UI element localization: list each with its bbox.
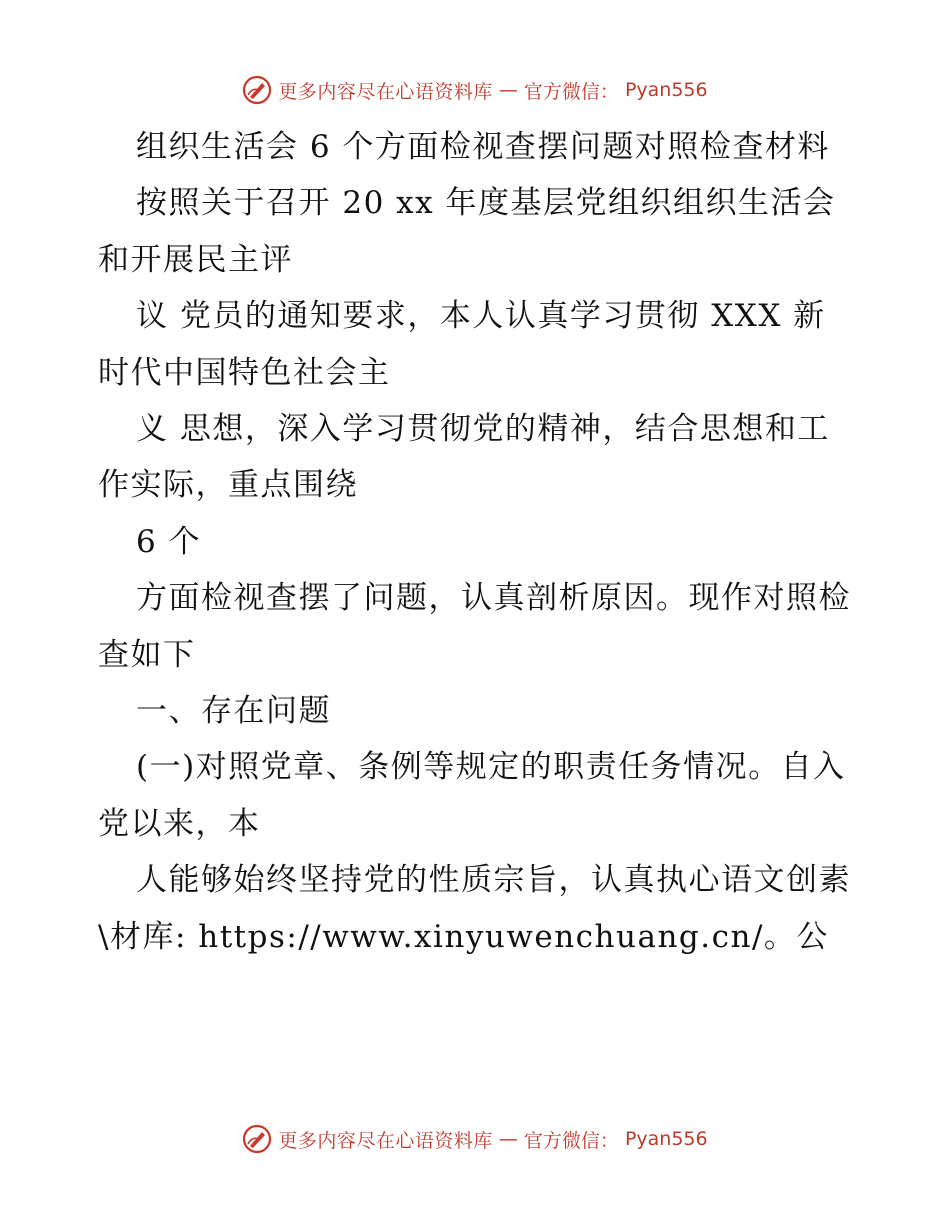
watermark-brand: 更多内容尽在心语资料库 — [278, 80, 493, 103]
doc-paragraph: 方面检视查摆了问题，认真剖析原因。现作对照检查如下 — [98, 580, 851, 673]
pen-logo-icon — [242, 1124, 272, 1154]
document-body — [98, 119, 858, 965]
watermark-contact-id: Pyan556 — [624, 1128, 708, 1150]
watermark-dash: — — [498, 1128, 518, 1150]
watermark-header — [0, 70, 950, 110]
doc-paragraph: 按照关于召开 20 xx 年度基层党组织组织生活会和开展民主评 — [98, 185, 836, 278]
watermark-contact-label: 官方微信： — [523, 80, 619, 103]
doc-paragraph: 6 个 — [136, 523, 202, 560]
pen-logo-icon — [242, 75, 272, 105]
watermark-footer — [0, 1119, 950, 1159]
doc-paragraph: 议 党员的通知要求，本人认真学习贯彻 XXX 新时代中国特色社会主 — [98, 298, 826, 391]
doc-paragraph: (一)对照党章、条例等规定的职责任务情况。自入党以来，本 — [98, 749, 846, 842]
section-heading: 一、存在问题 — [136, 693, 331, 730]
doc-paragraph: 人能够始终坚持党的性质宗旨，认真执心语文创素\材库: https://www.xinyuwenchuang.cn/。公 — [98, 862, 851, 955]
watermark-brand: 更多内容尽在心语资料库 — [278, 1129, 493, 1152]
watermark-contact-id: Pyan556 — [624, 79, 708, 101]
doc-title: 组织生活会 6 个方面检视查摆问题对照检查材料 — [136, 129, 830, 165]
doc-paragraph: 义 思想，深入学习贯彻党的精神，结合思想和工作实际，重点围绕 — [98, 411, 830, 504]
watermark-dash: — — [498, 79, 518, 101]
watermark-contact-label: 官方微信： — [523, 1129, 619, 1152]
